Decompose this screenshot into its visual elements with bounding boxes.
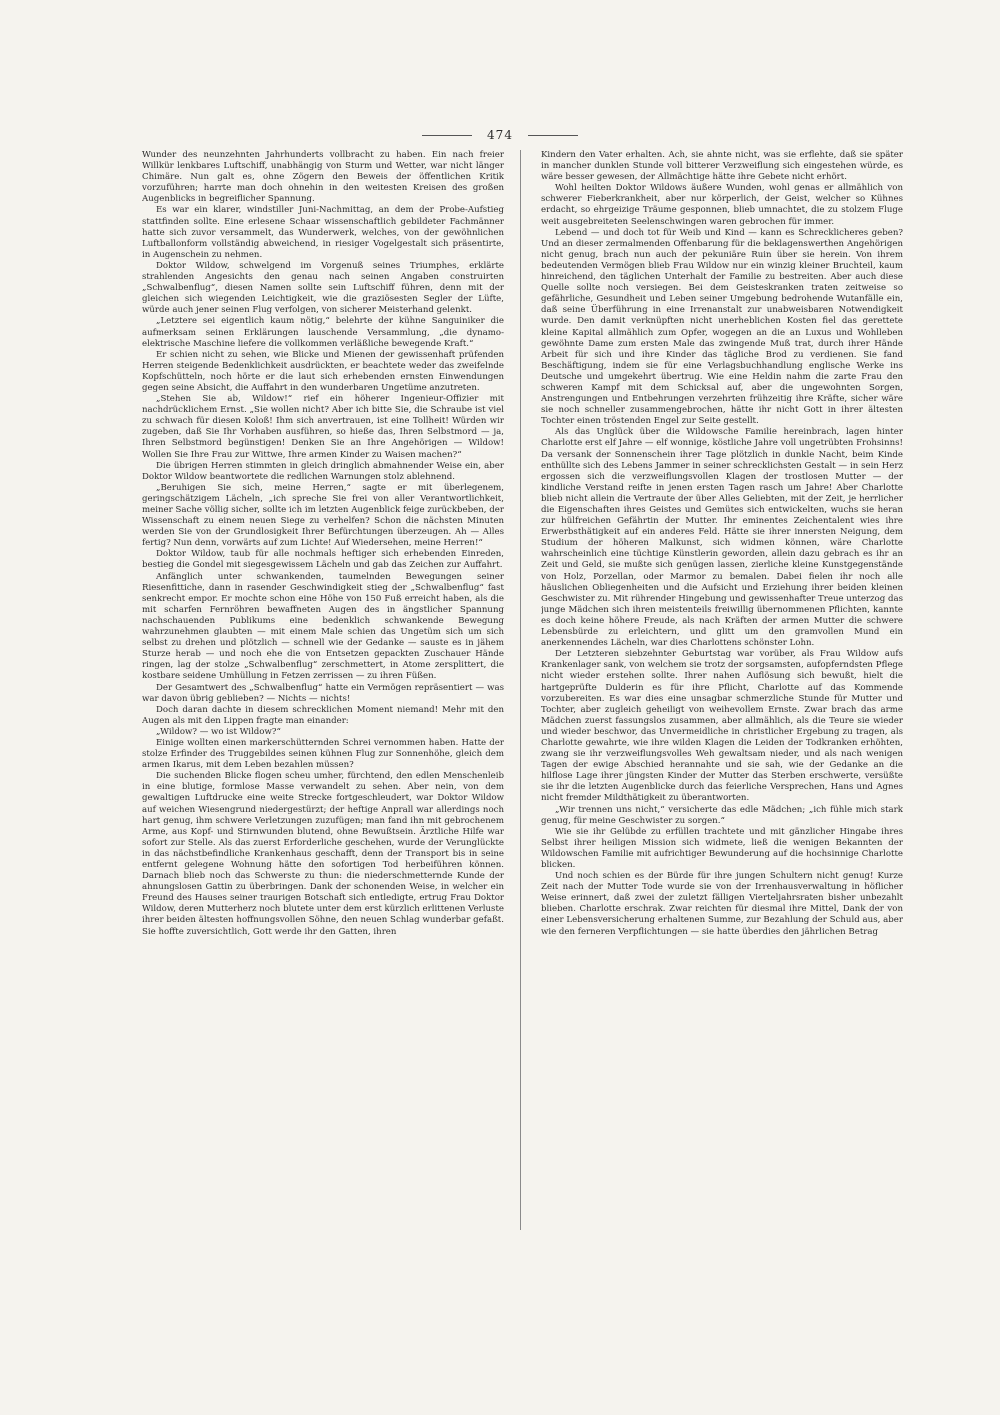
paragraph: „Stehen Sie ab, Wildow!“ rief ein höherer Ingenieur-Offizier mit nachdrücklichem Ernst. „Sie wollen nicht? Aber ich bitte Sie, die Schraube ist viel zu schwach für diesen Koloß! Ihm sich anvertrauen, ist eine Tollheit! Würden wir zugeben, daß Sie Ihr Vorhaben ausführen, so hieße das, Ihren Selbstmord — ja, Ihren Selbstmord begünstigen! Denken Sie an Ihre Angehörigen — Wildow! Wollen Sie Ihre Frau zur Wittwe, Ihre armen Kinder zu Waisen machen?“ [142, 394, 504, 460]
paragraph: Wunder des neunzehnten Jahrhunderts vollbracht zu haben. Ein nach freier Willkür lenkbares Luftschiff, unabhängig von Sturm und Wetter, war nicht länger Chimäre. Nun galt es, ohne Zögern den Beweis der öffentlichen Kritik vorzuführen; harrte man doch ohnehin in den weitesten Kreisen des großen Augenblicks in begreiflicher Spannung. [142, 150, 504, 205]
paragraph: Doktor Wildow, taub für alle nochmals heftiger sich erhebenden Einreden, bestieg die Gondel mit siegesgewissem Lächeln und gab das Zeichen zur Auffahrt. [142, 549, 504, 571]
paragraph: Wie sie ihr Gelübde zu erfüllen trachtete und mit gänzlicher Hingabe ihres Selbst ihrer heiligen Mission sich widmete, ließ die wenigen Bekannten der Wildowschen Familie mit aufrichtiger Bewunderung auf die hochsinnige Charlotte blicken. [541, 826, 903, 870]
paragraph: Und noch schien es der Bürde für ihre jungen Schultern nicht genug! Kurze Zeit nach der Mutter Tode wurde sie von der Irrenhausverwaltung in höflicher Weise erinnert, daß zwei der zuletzt fälligen Vierteljahrsraten bisher unbezahlt blieben. Charlotte erschrak. Zwar reichten für diesmal ihre Mittel, Dank der von einer Lebensversicherung erhaltenen Summe, zur Bezahlung der Schuld aus, aber wie den ferneren Verpflichtungen — sie hatte überdies den jährlichen Betrag [541, 871, 903, 937]
paragraph: Doch daran dachte in diesem schrecklichen Moment niemand! Mehr mit den Augen als mit den Lippen fragte man einander: [142, 704, 504, 726]
paragraph: Als das Unglück über die Wildowsche Familie hereinbrach, lagen hinter Charlotte erst elf Jahre — elf wonnige, köstliche Jahre voll ungetrübten Frohsinns! Da versank der Sonnenschein ihrer Tage plötzlich in dunkle Nacht, beim Kinde enthüllte sich des Lebens Jammer in seiner schrecklichsten Gestalt — in sein Herz ergossen sich die verzweiflungsvollen Klagen der trostlosen Mutter — der kindliche Verstand reifte in jenen ersten Tagen rasch um Jahre! Aber Charlotte blieb nicht allein die Vertraute der über Alles Geliebten, mit der Zeit, je herrlicher die Eigenschaften ihres Geistes und Gemütes sich entwickelten, wuchs sie heran zur hülfreichen Gefährtin der Mutter. Ihr eminentes Zeichentalent wies ihre Erwerbsthätigkeit auf ein anderes Feld. Hätte sie ihrer innersten Neigung, dem Studium der höheren Malkunst, sich widmen können, wäre Charlotte wahrscheinlich eine tüchtige Künstlerin geworden, allein dazu gebrach es ihr an Zeit und Geld, sie mußte sich genügen lassen, zierliche kleine Kunstgegenstände von Holz, Porzellan, oder Marmor zu bemalen. Dabei fielen ihr noch alle häuslichen Obliegenheiten und die Aufsicht und Erziehung ihrer beiden kleinen Geschwister zu. Mit rührender Hingebung und gewissenhafter Treue unterzog das junge Mädchen sich ihren meistenteils freiwillig übernommenen Pflichten, kannte es doch keine höhere Freude, als nach Kräften der armen Mutter die schwere Lebensbürde zu erleichtern, und glitt um den gramvollen Mund ein anerkennendes Lächeln, war dies Charlottens schönster Lohn. [541, 427, 903, 649]
paragraph: „Wir trennen uns nicht,“ versicherte das edle Mädchen; „ich fühle mich stark genug, für meine Geschwister zu sorgen.“ [541, 804, 903, 826]
paragraph: Wohl heilten Doktor Wildows äußere Wunden, wohl genas er allmählich von schwerer Fieberkrankheit, aber nur körperlich, der Geist, welcher so Kühnes erdacht, so ehrgeizige Träume gesponnen, blieb umnachtet, die zu stolzem Fluge weit ausgebreiteten Seelenschwingen waren gebrochen für immer. [541, 183, 903, 227]
paragraph: Anfänglich unter schwankenden, taumelnden Bewegungen seiner Riesenfittiche, dann in rasender Geschwindigkeit stieg der „Schwalbenflug“ fast senkrecht empor. Er mochte schon eine Höhe von 150 Fuß erreicht haben, als die mit scharfen Fernröhren bewaffneten Augen des in ängstlicher Spannung nachschauenden Publikums eine bedenklich schwankende Bewegung wahrzunehmen glaubten — mit einem Male schien das Ungetüm sich um sich selbst zu drehen und plötzlich — schnell wie der Gedanke — sauste es in jähem Sturze herab — und noch ehe die von Entsetzen gepackten Zuschauer Hände ringen, lag der stolze „Schwalbenflug“ zerschmettert, in Atome zersplittert, die kostbare seidene Umhüllung in Fetzen zerrissen — zu ihren Füßen. [142, 571, 504, 682]
paragraph: „Beruhigen Sie sich, meine Herren,“ sagte er mit überlegenem, geringschätzigem Lächeln, „ich spreche Sie frei von aller Verantwortlichkeit, meiner Sache völlig sicher, sollte ich im letzten Augenblick feige zurückbeben, der Wissenschaft zu einem neuen Siege zu verhelfen? Schon die nächsten Minuten werden Sie von der Grundlosigkeit Ihrer Befürchtungen überzeugen. Ah — Alles fertig? Nun denn, vorwärts auf zum Lichte! Auf Wiedersehen, meine Herren!“ [142, 482, 504, 549]
right-text-column [541, 150, 903, 1380]
paragraph: Kindern den Vater erhalten. Ach, sie ahnte nicht, was sie erflehte, daß sie später in mancher dunklen Stunde voll bitterer Verzweiflung sich eingestehen würde, es wäre besser gewesen, der Allmächtige hätte ihre Gebete nicht erhört. [541, 150, 903, 183]
page-number-text: 474 [487, 128, 513, 142]
paragraph: Er schien nicht zu sehen, wie Blicke und Mienen der gewissenhaft prüfenden Herren steigende Bedenklichkeit ausdrückten, er beachtete weder das zweifelnde Kopfschütteln, noch hörte er die laut sich erhebenden ernsten Einwendungen gegen seine Absicht, die Auffahrt in den wunderbaren Ungetüme anzutreten. [142, 349, 504, 393]
page-number-rule-right [528, 135, 578, 136]
paragraph: Einige wollten einen markerschütternden Schrei vernommen haben. Hatte der stolze Erfinder des Truggebildes seinen kühnen Flug zur Sonnenhöhe, gleich dem armen Ikarus, mit dem Leben bezahlen müssen? [142, 737, 504, 771]
paragraph: Doktor Wildow, schwelgend im Vorgenuß seines Triumphes, erklärte strahlenden Angesichts den genau nach seinen Angaben construirten „Schwalbenflug“, diesen Namen sollte sein Luftschiff führen, denn mit der gleichen sich wiegenden Leichtigkeit, wie die graziösesten Segler der Lüfte, würde auch jener seinen Flug verfolgen, von sicherer Meisterhand gelenkt. [142, 260, 504, 316]
paragraph: „Letztere sei eigentlich kaum nötig,“ belehrte der kühne Sanguiniker die aufmerksam seinen Erklärungen lauschende Versammlung, „die dynamo-elektrische Maschine liefere die vollkommen verläßliche bewegende Kraft.“ [142, 316, 504, 349]
paragraph: Die übrigen Herren stimmten in gleich dringlich abmahnender Weise ein, aber Doktor Wildow beantwortete die redlichen Warnungen stolz ablehnend. [142, 460, 504, 482]
left-text-column [142, 150, 504, 1380]
paragraph: Es war ein klarer, windstiller Juni-Nachmittag, an dem der Probe-Aufstieg stattfinden sollte. Eine erlesene Schaar wissenschaftlich gebildeter Fachmänner hatte sich zuvor versammelt, das Wunderwerk, welches, von der gewöhnlichen Luftballonform vollständig abweichend, in riesiger Vogelgestalt sich präsentirte, in Augenschein zu nehmen. [142, 205, 504, 260]
page-number [0, 128, 1000, 142]
paragraph: Lebend — und doch tot für Weib und Kind — kann es Schrecklicheres geben? Und an dieser zermalmenden Offenbarung für die beklagenswerthen Angehörigen nicht genug, brach nun auch der pekuniäre Ruin über sie herein. Von ihrem bedeutenden Vermögen blieb Frau Wildow nur ein winzig kleiner Bruchteil, kaum hinreichend, den täglichen Unterhalt der Familie zu bestreiten. Aber auch diese Quelle sollte noch versiegen. Bei dem Geisteskranken traten zeitweise so gefährliche, Gesundheit und Leben seiner Umgebung bedrohende Wutanfälle ein, daß seine Überführung in eine Irrenanstalt zur unabweisbaren Notwendigkeit wurde. Den damit verknüpften nicht unerheblichen Kosten fiel das gerettete kleine Kapital allmählich zum Opfer, wogegen an die an Luxus und Wohlleben gewöhnte Dame zum ersten Male das zwingende Muß trat, durch ihrer Hände Arbeit für sich und ihre Kinder das tägliche Brod zu verdienen. Sie fand Beschäftigung, indem sie für eine Verlagsbuchhandlung englische Werke ins Deutsche und umgekehrt übertrug. Wie eine Heldin nahm die zarte Frau den schweren Kampf mit dem Schicksal auf, aber die ungewohnten Sorgen, Anstrengungen und Entbehrungen verzehrten frühzeitig ihre Kräfte, sicher wäre sie noch schneller zusammengebrochen, hätte ihr nicht Gott in ihrer ältesten Tochter einen tröstenden Engel zur Seite gestellt. [541, 227, 903, 427]
paragraph: Die suchenden Blicke flogen scheu umher, fürchtend, den edlen Menschenleib in eine blutige, formlose Masse verwandelt zu sehen. Aber nein, von dem gewaltigen Luftdrucke eine weite Strecke fortgeschleudert, war Doktor Wildow auf weichen Wiesengrund niedergestürzt; der heftige Anprall war allerdings noch hart genug, ihm schwere Verletzungen zuzufügen; man fand ihn mit gebrochenem Arme, aus Kopf- und Stirnwunden blutend, ohne Bewußtsein. Ärztliche Hilfe war sofort zur Stelle. Als das zuerst Erforderliche geschehen, wurde der Verunglückte in das nächstbefindliche Krankenhaus geschafft, denn der Transport bis in seine entfernt gelegene Wohnung hätte den sofortigen Tod herbeiführen können. Darnach blieb noch das Schwerste zu thun: die niederschmetternde Kunde der ahnungslosen Gattin zu überbringen. Dank der schonenden Weise, in welcher ein Freund des Hauses seiner traurigen Botschaft sich entledigte, ertrug Frau Doktor Wildow, deren Mutterherz noch blutete unter dem erst kürzlich erlittenen Verluste ihrer beiden ältesten hoffnungsvollen Söhne, den neuen Schlag wunderbar gefaßt. Sie hoffte zuversichtlich, Gott werde ihr den Gatten, ihren [142, 771, 504, 937]
paragraph: Der Letzteren siebzehnter Geburtstag war vorüber, als Frau Wildow aufs Krankenlager sank, von welchem sie trotz der sorgsamsten, aufopferndsten Pflege nicht wieder erstehen sollte. Ihrer nahen Auflösung sich bewußt, hielt die hartgeprüfte Dulderin es für ihre Pflicht, Charlotte auf das Kommende vorzubereiten. Es war dies eine unsagbar schmerzliche Stunde für Mutter und Tochter, aber zugleich geheiligt von weihevollem Ernste. Zwar brach das arme Mädchen zuerst fassungslos zusammen, aber allmählich, als die Teure sie wieder und wieder beschwor, das Unvermeidliche in christlicher Ergebung zu tragen, als Charlotte gewahrte, wie ihre wilden Klagen die Leiden der Todkranken erhöhten, zwang sie ihr verzweiflungsvolles Weh gewaltsam nieder, und als nach wenigen Tagen der ewige Abschied herannahte und sie sah, wie der Gedanke an die hilflose Lage ihrer jüngsten Kinder der Mutter das Sterben erschwerte, versüßte sie ihr die letzten Augenblicke durch das feierliche Versprechen, Hans und Agnes nicht fremder Mildthätigkeit zu überantworten. [541, 649, 903, 804]
page-number-rule-left [422, 135, 472, 136]
paragraph: „Wildow? — wo ist Wildow?“ [156, 726, 281, 737]
paragraph: Der Gesamtwert des „Schwalbenflug“ hatte ein Vermögen repräsentiert — was war davon übrig geblieben? — Nichts — nichts! [142, 682, 504, 704]
column-divider [520, 150, 521, 1230]
